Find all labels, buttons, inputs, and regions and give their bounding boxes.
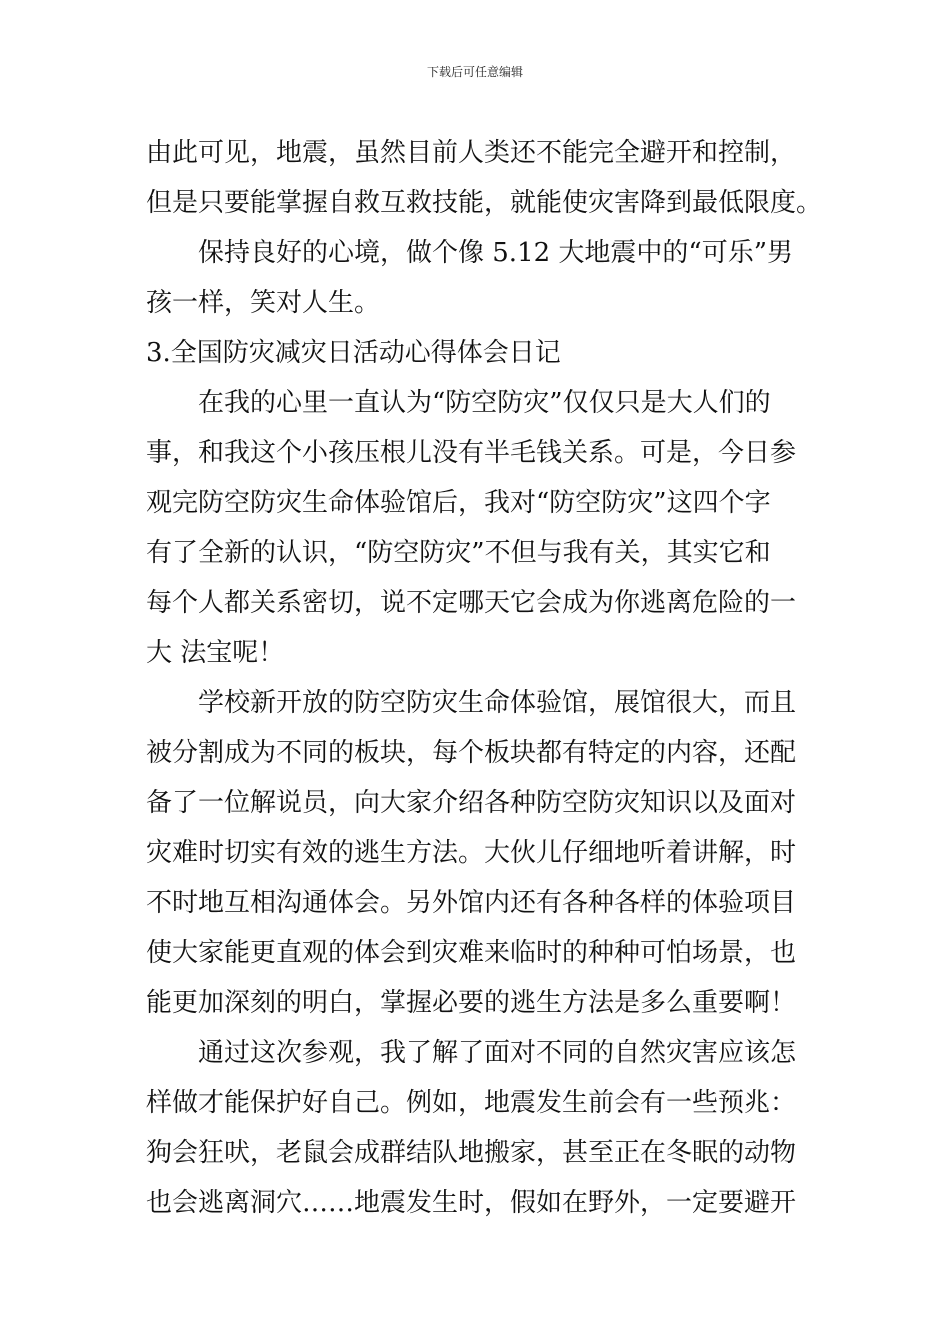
text-line: 保持良好的心境，做个像 5.12 大地震中的“可乐”男	[198, 238, 794, 268]
text-line: 能更加深刻的明白，掌握必要的逃生方法是多么重要啊！	[146, 988, 797, 1018]
text-line: 有了全新的认识，“防空防灾”不但与我有关，其实它和	[146, 538, 771, 568]
text-line: 大 法宝呢！	[146, 638, 285, 668]
text-line: 也会逃离洞穴……地震发生时，假如在野外，一定要避开	[146, 1188, 797, 1218]
text-line: 使大家能更直观的体会到灾难来临时的种种可怕场景，也	[146, 938, 797, 968]
text-line: 由此可见，地震，虽然目前人类还不能完全避开和控制，	[146, 138, 797, 168]
text-line: 灾难时切实有效的逃生方法。大伙儿仔细地听着讲解，时	[146, 838, 797, 868]
text-line: 在我的心里一直认为“防空防灾”仅仅只是大人们的	[198, 388, 771, 418]
text-line: 被分割成为不同的板块，每个板块都有特定的内容，还配	[146, 738, 797, 768]
page-header: 下载后可任意编辑	[426, 65, 523, 79]
text-line: 学校新开放的防空防灾生命体验馆，展馆很大，而且	[198, 688, 797, 718]
section-heading: 3.全国防灾减灾日活动心得体会日记	[146, 338, 561, 368]
text-line: 不时地互相沟通体会。另外馆内还有各种各样的体验项目	[146, 888, 797, 918]
text-line: 样做才能保护好自己。例如，地震发生前会有一些预兆：	[146, 1088, 797, 1118]
text-line: 通过这次参观，我了解了面对不同的自然灾害应该怎	[198, 1038, 797, 1068]
text-line: 事，和我这个小孩压根儿没有半毛钱关系。可是，今日参	[146, 438, 797, 468]
text-line: 孩一样，笑对人生。	[146, 288, 381, 318]
text-line: 备了一位解说员，向大家介绍各种防空防灾知识以及面对	[146, 788, 797, 818]
document-body	[146, 128, 823, 1228]
text-line: 每个人都关系密切，说不定哪天它会成为你逃离危险的一	[146, 588, 797, 618]
text-line: 观完防空防灾生命体验馆后，我对“防空防灾”这四个字	[146, 488, 771, 518]
text-line: 狗会狂吠，老鼠会成群结队地搬家，甚至正在冬眠的动物	[146, 1138, 797, 1168]
text-line: 但是只要能掌握自救互救技能，就能使灾害降到最低限度。	[146, 188, 823, 218]
